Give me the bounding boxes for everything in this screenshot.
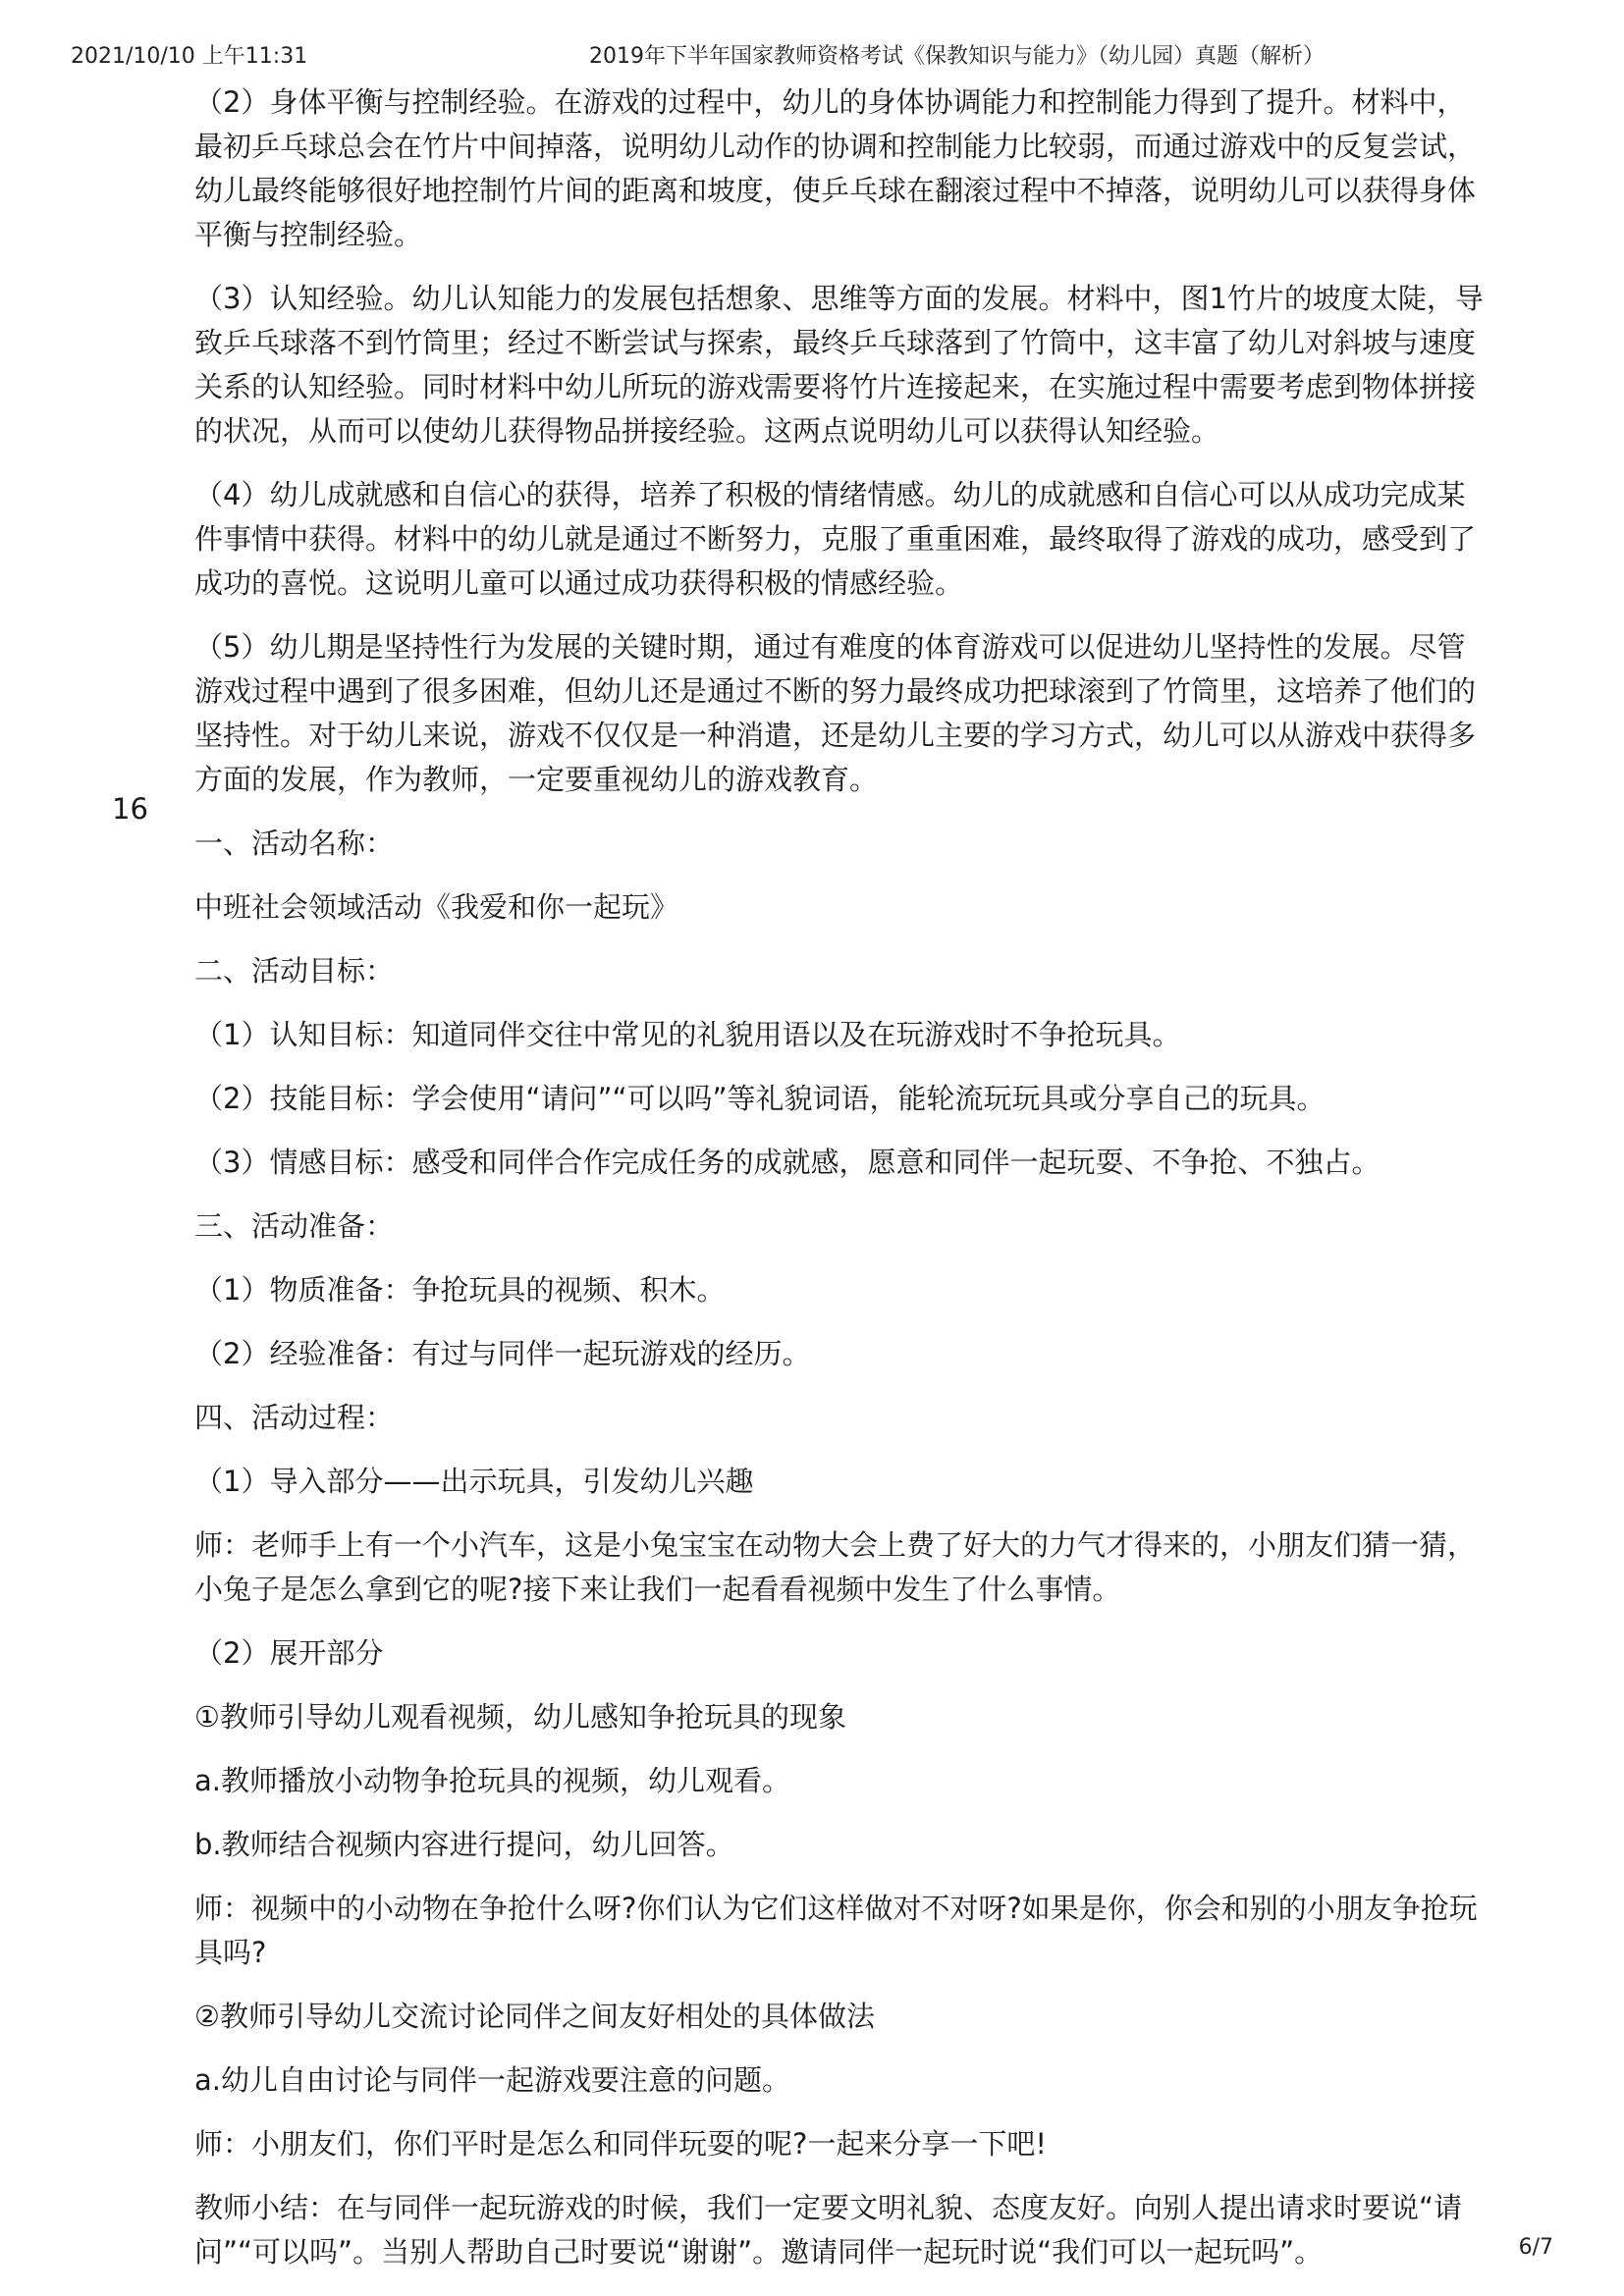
page-body	[194, 80, 1490, 2294]
teacher-summary: 教师小结：在与同伴一起玩游戏的时候，我们一定要文明礼貌、态度友好。向别人提出请求时要说“请问”“可以吗”。当别人帮助自己时要说“谢谢”。邀请同伴一起玩时说“我们可以一起玩吗”。	[194, 2191, 1463, 2269]
process-intro: （1）导入部分——出示玩具，引发幼儿兴趣	[194, 1465, 754, 1498]
activity-name: 中班社会领域活动《我爱和你一起玩》	[194, 890, 679, 924]
prep-experience: （2）经验准备：有过与同伴一起玩游戏的经历。	[194, 1337, 811, 1370]
paragraph-cognitive: （3）认知经验。幼儿认知能力的发展包括想象、思维等方面的发展。材料中，图1竹片的坡度太陡，导致乒乓球落不到竹筒里；经过不断尝试与探索，最终乒乓球落到了竹筒中，这丰富了幼儿对斜坡与速度关系的认知经验。同时材料中幼儿所玩的游戏需要将竹片连接起来，在实施过程中需要考虑到物体拼接的状况，从而可以使幼儿获得物品拼接经验。这两点说明幼儿可以获得认知经验。	[194, 282, 1484, 448]
print-datetime: 2021/10/10 上午11:31	[71, 44, 308, 69]
document-title: 2019年下半年国家教师资格考试《保教知识与能力》（幼儿园）真题（解析）	[589, 44, 1325, 69]
page-indicator: 6/7	[1518, 2235, 1553, 2260]
section-heading-preparation: 三、活动准备：	[194, 1209, 395, 1243]
section-heading-process: 四、活动过程：	[194, 1401, 395, 1434]
step-discussion: ②教师引导幼儿交流讨论同伴之间友好相处的具体做法	[194, 2000, 875, 2033]
step-item: a.教师播放小动物争抢玩具的视频，幼儿观看。	[194, 1764, 790, 1797]
process-expansion: （2）展开部分	[194, 1636, 384, 1670]
paragraph-balance-control: （2）身体平衡与控制经验。在游戏的过程中，幼儿的身体协调能力和控制能力得到了提升。材料中，最初乒乓球总会在竹片中间掉落，说明幼儿动作的协调和控制能力比较弱，而通过游戏中的反复尝试，幼儿最终能够很好地控制竹片间的距离和坡度，使乒乓球在翻滚过程中不掉落，说明幼儿可以获得身体平衡与控制经验。	[194, 85, 1477, 251]
section-heading-goals: 二、活动目标：	[194, 954, 395, 988]
paragraph-persistence: （5）幼儿期是坚持性行为发展的关键时期，通过有难度的体育游戏可以促进幼儿坚持性的发展。尽管游戏过程中遇到了很多困难，但幼儿还是通过不断的努力最终成功把球滚到了竹筒里，这培养了他们的坚持性。对于幼儿来说，游戏不仅仅是一种消遣，还是幼儿主要的学习方式，幼儿可以从游戏中获得多方面的发展，作为教师，一定要重视幼儿的游戏教育。	[194, 630, 1477, 796]
section-heading-activity-name: 一、活动名称：	[194, 827, 395, 860]
goal-emotion: （3）情感目标：感受和同伴合作完成任务的成就感，愿意和同伴一起玩耍、不争抢、不独占。	[194, 1146, 1380, 1179]
teacher-speech: 师：小朋友们，你们平时是怎么和同伴玩耍的呢?一起来分享一下吧!	[194, 2127, 1048, 2161]
step-watch-video: ①教师引导幼儿观看视频，幼儿感知争抢玩具的现象	[194, 1700, 846, 1734]
goal-cognitive: （1）认知目标：知道同伴交往中常见的礼貌用语以及在玩游戏时不争抢玩具。	[194, 1018, 1181, 1051]
prep-material: （1）物质准备：争抢玩具的视频、积木。	[194, 1273, 726, 1307]
teacher-speech: 师：老师手上有一个小汽车，这是小兔宝宝在动物大会上费了好大的力气才得来的，小朋友们猜一猜，小兔子是怎么拿到它的呢?接下来让我们一起看看视频中发生了什么事情。	[194, 1528, 1477, 1606]
step-item: a.幼儿自由讨论与同伴一起游戏要注意的问题。	[194, 2063, 790, 2097]
paragraph-confidence: （4）幼儿成就感和自信心的获得，培养了积极的情绪情感。幼儿的成就感和自信心可以从成功完成某件事情中获得。材料中的幼儿就是通过不断努力，克服了重重困难，最终取得了游戏的成功，感受到了成功的喜悦。这说明儿童可以通过成功获得积极的情感经验。	[194, 478, 1477, 600]
goal-skill: （2）技能目标：学会使用“请问”“可以吗”等礼貌词语，能轮流玩玩具或分享自己的玩具。	[194, 1082, 1326, 1115]
step-item: b.教师结合视频内容进行提问，幼儿回答。	[194, 1828, 734, 1861]
question-number: 16	[112, 792, 148, 826]
teacher-speech: 师：视频中的小动物在争抢什么呀?你们认为它们这样做对不对呀?如果是你，你会和别的小朋友争抢玩具吗?	[194, 1892, 1478, 1969]
